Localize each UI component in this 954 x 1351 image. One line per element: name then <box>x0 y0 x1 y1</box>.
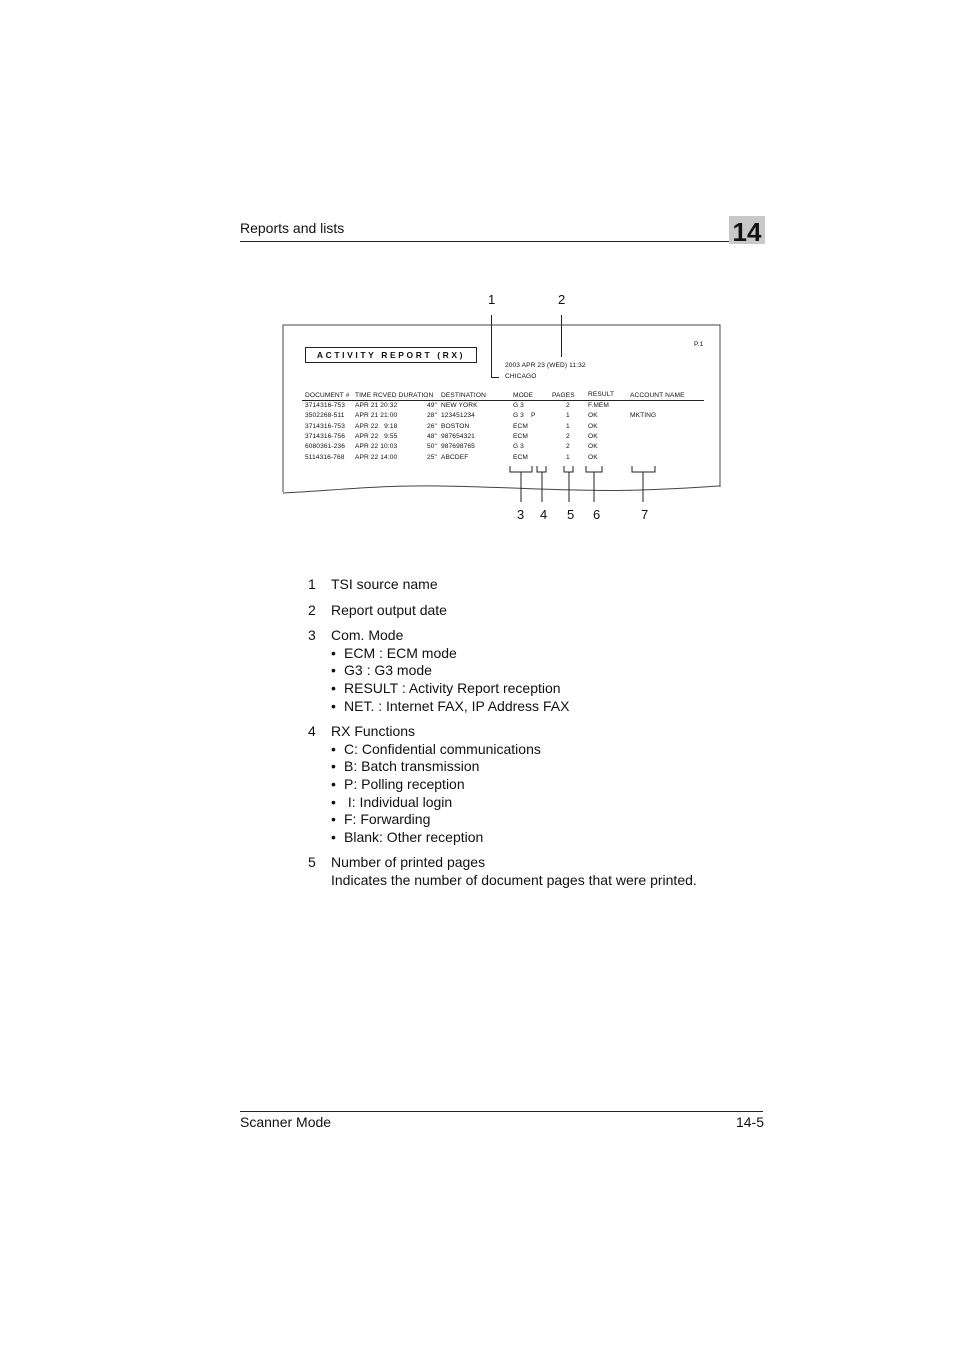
callout-3: 3 <box>517 507 525 522</box>
legend-item-subtext: Indicates the number of document pages that were printed. <box>331 871 697 888</box>
bullet-dot-icon: • <box>331 793 336 810</box>
cell-mode: G 3 <box>513 443 524 451</box>
cell-document: 3714316-753 <box>305 422 345 430</box>
legend-item-text: Number of printed pages <box>331 854 486 871</box>
bullet-dot-icon: • <box>331 740 336 757</box>
report-title: ACTIVITY REPORT (RX) <box>305 347 477 363</box>
legend-item-number: 5 <box>308 854 316 871</box>
section-title: Reports and lists <box>240 220 345 236</box>
cell-destination: 123451234 <box>441 412 475 420</box>
cell-document: 3714316-753 <box>305 402 345 409</box>
callout-1: 1 <box>488 292 496 307</box>
bullet-item <box>331 680 768 698</box>
legend-item-2 <box>308 602 768 620</box>
cell-duration: 25" <box>427 453 437 461</box>
bullet-item <box>331 794 768 812</box>
col-header-pages: PAGES <box>552 392 575 399</box>
col-header-time-duration: TIME RCVED DURATION <box>355 392 434 399</box>
legend-item-number: 1 <box>308 576 316 592</box>
bullet-dot-icon: • <box>331 811 336 828</box>
cell-destination: ABCDEF <box>441 453 469 461</box>
cell-destination: BOSTON <box>441 422 470 430</box>
cell-document: 6080361-236 <box>305 443 345 451</box>
bullet-text: P: Polling reception <box>344 775 465 792</box>
legend-item-text: RX Functions <box>331 723 416 740</box>
cell-mode: G 3 <box>513 402 524 409</box>
header-rule <box>240 241 763 242</box>
bullet-dot-icon: • <box>331 828 336 845</box>
bullet-item <box>331 645 768 663</box>
callout-4: 4 <box>540 507 548 522</box>
cell-time: APR 21 21:00 <box>355 412 398 420</box>
bullet-item <box>331 741 768 759</box>
cell-destination: NEW YORK <box>441 402 478 409</box>
table-header-rule <box>302 400 704 401</box>
callout-6: 6 <box>593 507 601 522</box>
report-source-name: CHICAGO <box>505 373 537 380</box>
legend-item-text: TSI source name <box>331 576 438 592</box>
legend-item-number: 3 <box>308 627 316 644</box>
cell-result: F.MEM <box>588 402 610 409</box>
bullet-dot-icon: • <box>331 644 336 661</box>
cell-duration: 49" <box>427 402 437 409</box>
cell-time: APR 22 9:55 <box>355 432 398 440</box>
cell-account: MKTING <box>630 412 657 420</box>
column-brackets <box>505 462 665 507</box>
cell-destination: 987698765 <box>441 443 475 451</box>
legend-item-5 <box>308 854 768 889</box>
cell-pages: 2 <box>566 432 570 440</box>
callout-5: 5 <box>567 507 575 522</box>
cell-pages: 1 <box>566 422 570 430</box>
legend <box>308 576 768 898</box>
legend-item-text: Report output date <box>331 601 447 618</box>
chapter-number: 14 <box>729 216 765 244</box>
cell-result: OK <box>588 422 598 430</box>
cell-pages: 1 <box>566 453 570 461</box>
bullet-text: Blank: Other reception <box>344 828 484 845</box>
legend-item-1 <box>308 576 768 594</box>
bullet-item <box>331 758 768 776</box>
bullet-dot-icon: • <box>331 758 336 775</box>
callout-7: 7 <box>641 507 649 522</box>
footer-page-number: 14-5 <box>735 1114 764 1130</box>
bullet-text: B: Batch transmission <box>344 758 480 775</box>
bullet-dot-icon: • <box>331 679 336 696</box>
bullet-dot-icon: • <box>331 697 336 714</box>
cell-destination: 987654321 <box>441 432 475 440</box>
bullet-text: F: Forwarding <box>344 811 431 828</box>
col-header-mode: MODE <box>513 392 534 399</box>
cell-result: OK <box>588 453 598 461</box>
cell-duration: 28" <box>427 412 437 420</box>
legend-item-number: 4 <box>308 723 316 740</box>
bullet-item <box>331 776 768 794</box>
report-datetime: 2003 APR 23 (WED) 11:32 <box>505 362 586 369</box>
cell-function: P <box>531 412 536 420</box>
cell-duration: 26" <box>427 422 437 430</box>
bullet-item <box>331 811 768 829</box>
bullet-text: C: Confidential communications <box>344 740 541 757</box>
bullet-item <box>331 829 768 847</box>
footer-rule <box>240 1111 763 1112</box>
cell-document: 5114316-768 <box>305 453 345 461</box>
cell-pages: 2 <box>566 443 570 451</box>
bullet-text: NET. : Internet FAX, IP Address FAX <box>344 697 570 714</box>
cell-pages: 2 <box>566 402 570 409</box>
bullet-text: ECM : ECM mode <box>344 644 457 661</box>
cell-mode: ECM <box>513 422 528 430</box>
cell-time: APR 22 10:03 <box>355 443 398 451</box>
cell-mode: ECM <box>513 453 528 461</box>
legend-item-text: Com. Mode <box>331 627 404 644</box>
bullet-item <box>331 698 768 716</box>
cell-time: APR 22 14:00 <box>355 453 398 461</box>
col-header-document: DOCUMENT # <box>305 392 350 399</box>
cell-result: OK <box>588 432 598 440</box>
col-header-result: RESULT <box>588 391 615 398</box>
cell-duration: 50" <box>427 443 437 451</box>
bullet-dot-icon: • <box>331 662 336 679</box>
col-header-destination: DESTINATION <box>441 392 486 399</box>
cell-result: OK <box>588 443 598 451</box>
cell-document: 3714316-756 <box>305 432 345 440</box>
legend-item-4 <box>308 723 768 846</box>
cell-result: OK <box>588 412 598 420</box>
footer-section-name: Scanner Mode <box>240 1114 332 1130</box>
cell-document: 3502268-511 <box>305 412 345 420</box>
report-page-number: P.1 <box>694 341 704 348</box>
cell-time: APR 22 9:18 <box>355 422 398 430</box>
cell-time: APR 21 20:32 <box>355 402 398 409</box>
cell-mode: G 3 <box>513 412 524 420</box>
legend-item-number: 2 <box>308 601 316 618</box>
bullet-text: I: Individual login <box>344 793 453 810</box>
callout-2: 2 <box>558 292 566 307</box>
bullet-text: RESULT : Activity Report reception <box>344 679 561 696</box>
legend-item-3 <box>308 627 768 715</box>
cell-mode: ECM <box>513 432 528 440</box>
cell-duration: 48" <box>427 432 437 440</box>
bullet-item <box>331 662 768 680</box>
cell-pages: 1 <box>566 412 570 420</box>
col-header-account: ACCOUNT NAME <box>630 392 685 399</box>
bullet-text: G3 : G3 mode <box>344 662 432 679</box>
bullet-dot-icon: • <box>331 775 336 792</box>
